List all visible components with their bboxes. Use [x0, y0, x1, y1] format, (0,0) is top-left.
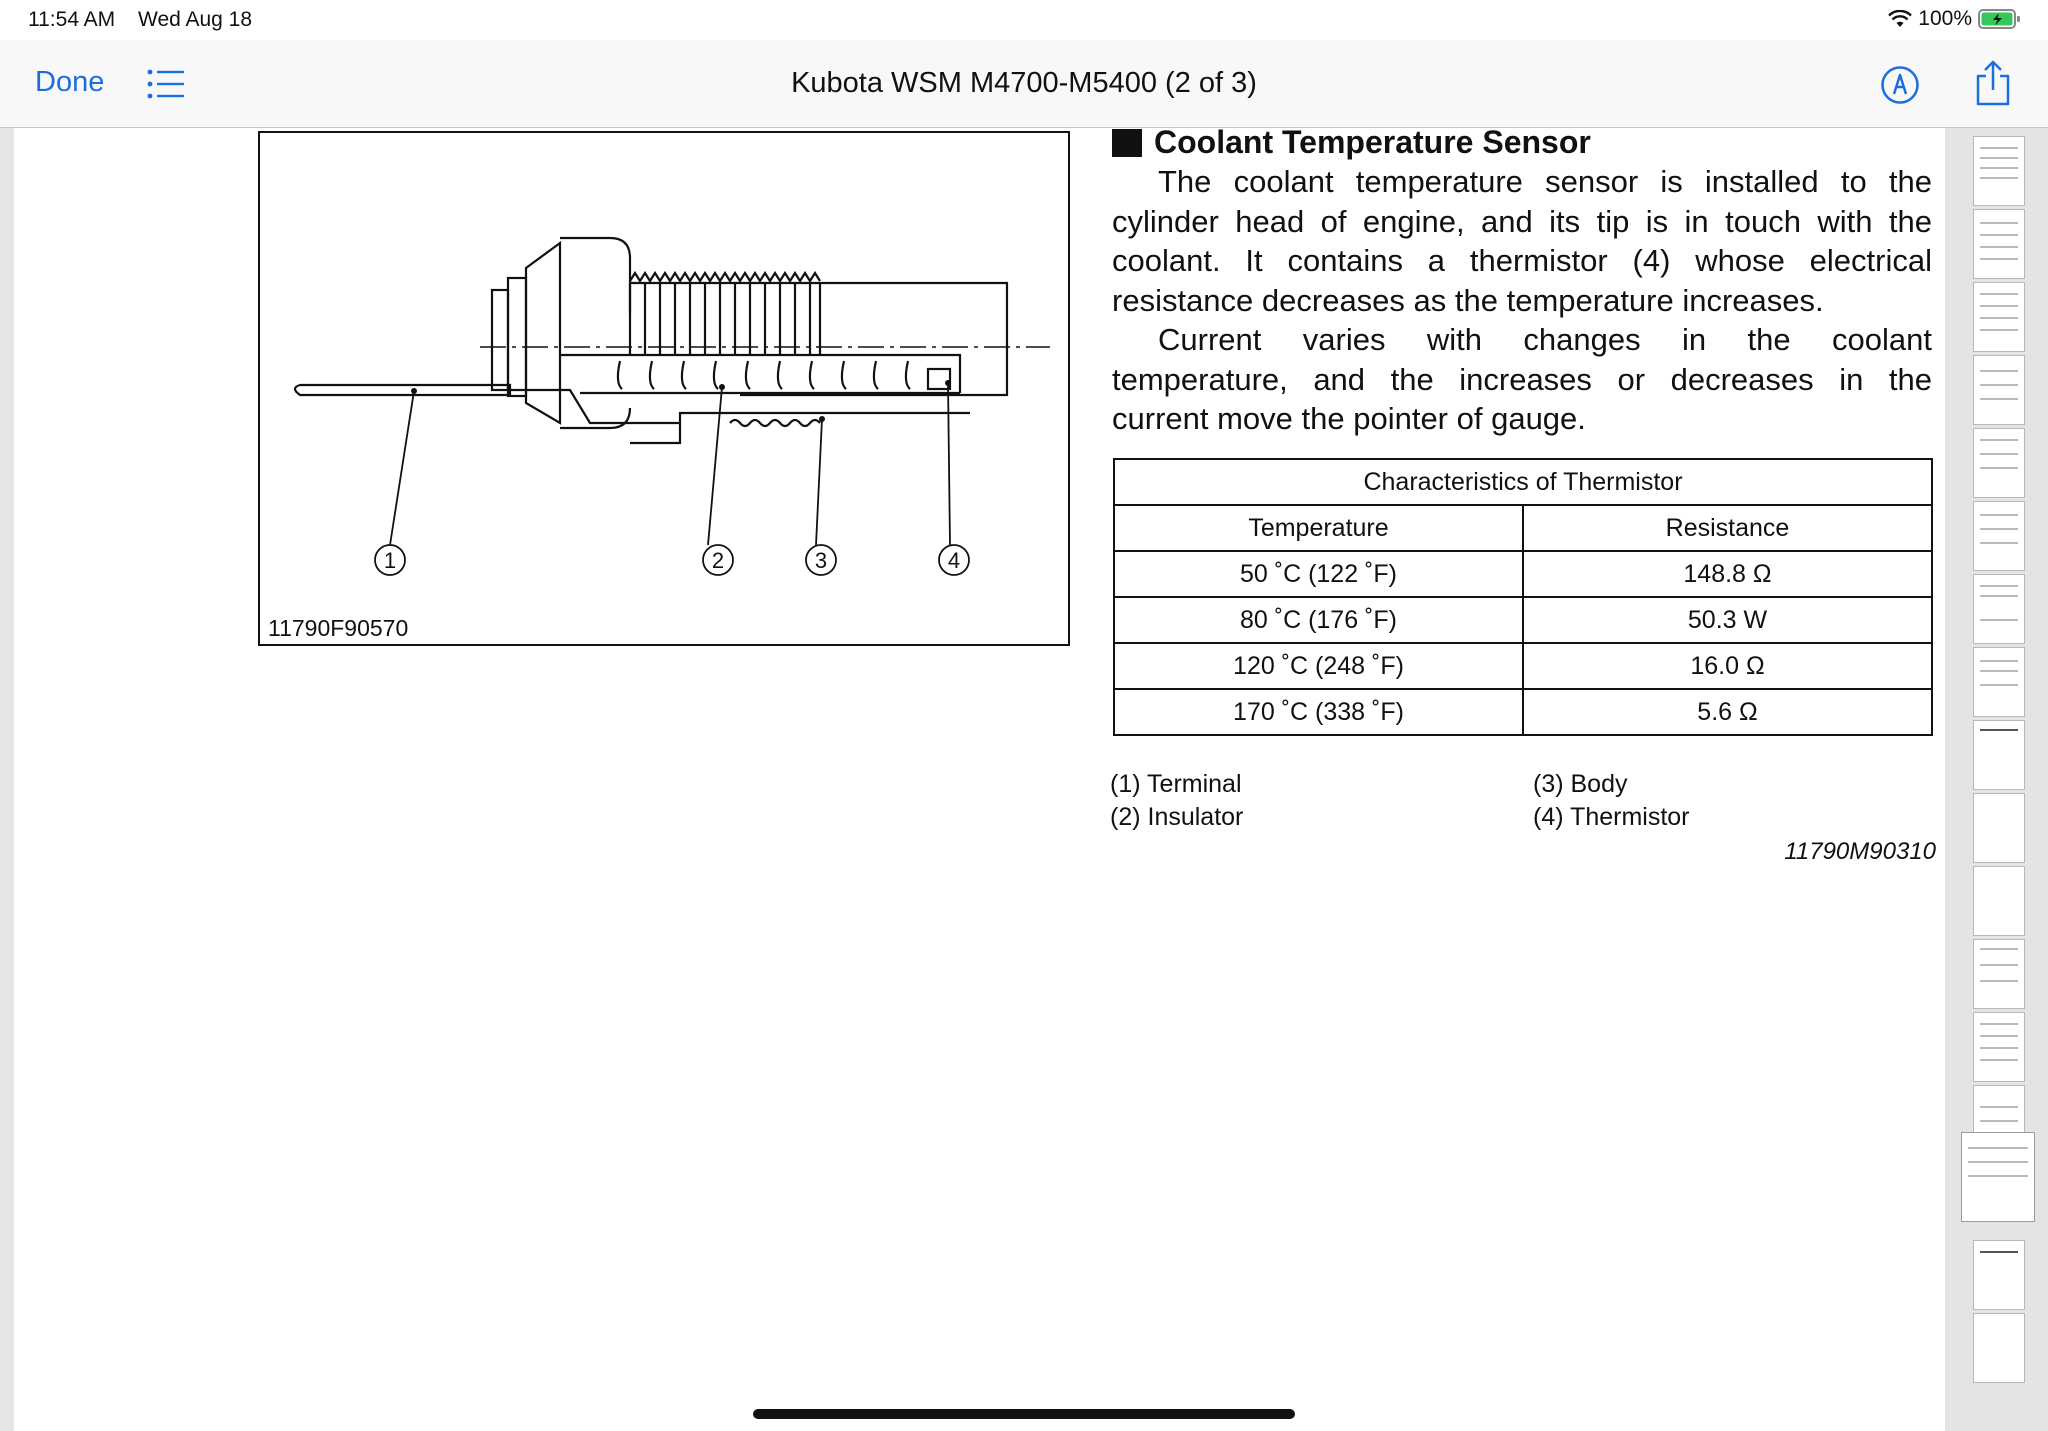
section-title — [1112, 124, 1591, 161]
callout-1: 1 — [383, 548, 397, 573]
page-thumbnail[interactable] — [1973, 428, 2025, 498]
wifi-icon — [1888, 10, 1912, 28]
paragraph-1-line-2: cylinder head of engine, and its tip is in touch with the — [1112, 203, 1932, 239]
temperature-cell: 80 ˚C (176 ˚F) — [1114, 597, 1523, 643]
resistance-cell: 148.8 Ω — [1523, 551, 1932, 597]
page-thumbnail[interactable] — [1973, 501, 2025, 571]
callout-4: 4 — [947, 548, 961, 573]
battery-percent: 100% — [1918, 7, 1972, 30]
sensor-diagram — [258, 131, 1070, 646]
status-bar — [0, 0, 2048, 40]
table-caption: Characteristics of Thermistor — [1114, 459, 1932, 505]
paragraph-1-line-4: resistance decreases as the temperature increases. — [1112, 282, 1824, 318]
paragraph-1-line-1: The coolant temperature sensor is installed to the — [1158, 164, 1932, 199]
page-thumbnail[interactable] — [1973, 574, 2025, 644]
page-gutter — [0, 128, 14, 1431]
temperature-cell: 170 ˚C (338 ˚F) — [1114, 689, 1523, 735]
done-button[interactable]: Done — [35, 66, 105, 98]
paragraph-2-line-2: temperature, and the increases or decreases in the — [1112, 361, 1932, 397]
table-row — [1114, 643, 1932, 689]
page-thumbnail[interactable] — [1973, 209, 2025, 279]
table-row — [1114, 689, 1932, 735]
thumbnail-sidebar[interactable] — [1945, 128, 2048, 1431]
legend-item-thermistor: (4) Thermistor — [1533, 803, 1690, 831]
table-caption-row — [1114, 459, 1932, 505]
figure-code: 11790F90570 — [268, 615, 409, 641]
legend-code: 11790M90310 — [1784, 838, 1936, 865]
sensor-drawing — [260, 133, 1068, 644]
nav-bar — [0, 40, 2048, 128]
page-thumbnail[interactable] — [1973, 793, 2025, 863]
legend-item-terminal: (1) Terminal — [1110, 770, 1242, 798]
column-header-temperature: Temperature — [1114, 505, 1523, 551]
paragraph-2-line-1: Current varies with changes in the coolant — [1158, 322, 1932, 357]
battery-icon — [1978, 8, 2022, 30]
paragraph-1 — [1112, 162, 1932, 320]
page-thumbnail[interactable] — [1973, 647, 2025, 717]
page-thumbnail[interactable] — [1973, 866, 2025, 936]
resistance-cell: 16.0 Ω — [1523, 643, 1932, 689]
table-row — [1114, 551, 1932, 597]
page-thumbnail[interactable] — [1973, 720, 2025, 790]
legend-item-body: (3) Body — [1533, 770, 1628, 798]
page-thumbnail[interactable] — [1973, 1012, 2025, 1082]
temperature-cell: 120 ˚C (248 ˚F) — [1114, 643, 1523, 689]
bullet-square-icon — [1112, 129, 1142, 157]
share-icon[interactable] — [1975, 59, 2011, 107]
callout-3: 3 — [814, 548, 828, 573]
status-right — [1888, 7, 2022, 31]
status-date: Wed Aug 18 — [138, 8, 253, 31]
home-indicator[interactable] — [753, 1409, 1295, 1419]
callout-2: 2 — [711, 548, 725, 573]
paragraph-2-line-3: current move the pointer of gauge. — [1112, 401, 1586, 436]
resistance-cell: 5.6 Ω — [1523, 689, 1932, 735]
paragraph-1-line-3: coolant. It contains a thermistor (4) whose electrical — [1112, 243, 1932, 278]
page-thumbnail[interactable] — [1973, 939, 2025, 1009]
page-thumbnail[interactable] — [1973, 1313, 2025, 1383]
page-thumbnail-current[interactable] — [1961, 1132, 2035, 1222]
page-thumbnail[interactable] — [1973, 1240, 2025, 1310]
column-header-resistance: Resistance — [1523, 505, 1932, 551]
paragraph-2 — [1112, 320, 1932, 439]
legend-item-insulator: (2) Insulator — [1110, 803, 1244, 831]
section-title-text: Coolant Temperature Sensor — [1154, 124, 1591, 160]
status-time: 11:54 AM — [28, 8, 116, 31]
table-row — [1114, 597, 1932, 643]
page-thumbnail[interactable] — [1973, 282, 2025, 352]
temperature-cell: 50 ˚C (122 ˚F) — [1114, 551, 1523, 597]
page-thumbnail[interactable] — [1973, 136, 2025, 206]
markup-icon[interactable] — [1880, 65, 1920, 105]
thermistor-table — [1113, 458, 1933, 736]
table-header-row — [1114, 505, 1932, 551]
page-thumbnail[interactable] — [1973, 355, 2025, 425]
document-title: Kubota WSM M4700-M5400 (2 of 3) — [791, 67, 1257, 99]
resistance-cell: 50.3 W — [1523, 597, 1932, 643]
